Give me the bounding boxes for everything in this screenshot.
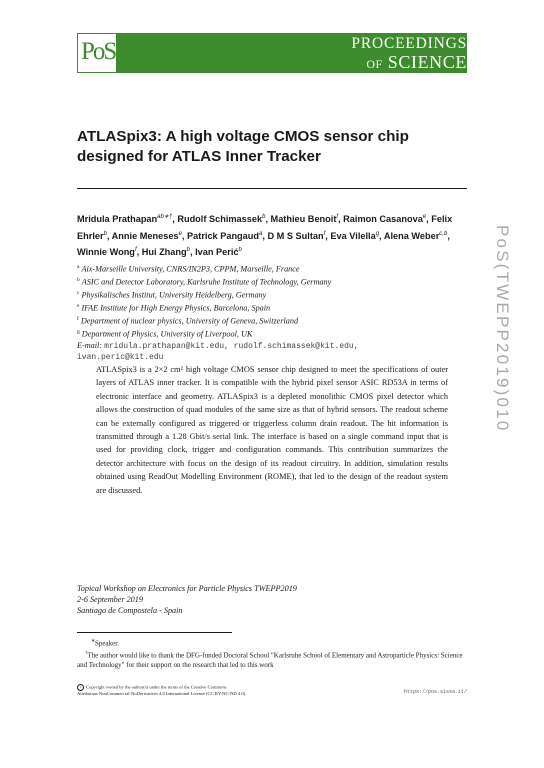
- author-separator: ,: [379, 230, 384, 241]
- author-separator: ,: [338, 214, 344, 225]
- title-line-1: ATLASpix3: A high voltage CMOS sensor chip: [77, 128, 409, 145]
- author-name: Winnie Wong: [77, 247, 135, 258]
- author-name: Raimon Casanova: [343, 214, 423, 225]
- author-affil-sup: b: [103, 230, 107, 237]
- footnote-rule: [77, 632, 232, 633]
- author: [77, 214, 177, 224]
- author-list: [77, 210, 472, 260]
- affiliation-text: Department of nuclear physics, University of Geneva, Switzerland: [80, 316, 299, 326]
- footnote-thanks: [77, 649, 469, 671]
- cc-icon: c: [77, 684, 84, 691]
- affiliation: [77, 275, 477, 288]
- author-separator: ,: [325, 230, 331, 241]
- author: [195, 247, 242, 257]
- author-note-marks: ∗†: [163, 214, 173, 220]
- author-separator: ,: [426, 214, 432, 225]
- abstract-text: ATLASpix3 is a 2×2 cm² high voltage CMOS sensor chip designed to meet the specifications of outer layers of ATLAS inner tracker. It is compatible with the hybrid pixel sensor ASIC RD53A in terms of electronic interface and geometry. ATLASpix3 is a depleted monolithic CMOS pixel detector which allows the construction of quad modules of the same size as that of hybrid sensors. The readout scheme can be externally configured as triggered or triggerless column drain readout. The hit information is transmitted through a 1.28 Gbit/s serial link. The interface is based on a single command input that is used for providing clock, trigger and configuration commands. This contribution summarizes the detector architecture with focus on the design of its readout circuitry. In addition, simulation results obtained using ReadOut Modelling Environment (ROME), that led to the design of the readout system are discussed.: [96, 365, 448, 495]
- author-name: Eva Vilella: [330, 230, 376, 241]
- author-affil-sup: f: [134, 247, 137, 254]
- author-separator: ,: [189, 247, 196, 258]
- author-separator: ,: [265, 214, 271, 225]
- email-line: [77, 340, 477, 352]
- banner-proceedings: PROCEEDINGS: [351, 35, 467, 52]
- banner-of-science: [366, 52, 467, 73]
- footnote-text-1: Speaker.: [95, 639, 119, 648]
- author-affil-sup: b: [238, 247, 242, 254]
- author-affil-sup: ab: [157, 214, 164, 220]
- author-affil-sup: b: [262, 214, 266, 220]
- affiliation-label: c: [77, 290, 80, 297]
- author-affil-sup: c,b: [439, 230, 448, 237]
- author: [187, 231, 267, 241]
- conference-name: Topical Workshop on Electronics for Particle Physics TWEPP2019: [77, 584, 297, 593]
- affiliation-text: Physikalisches Institut, University Heidelberg, Germany: [81, 290, 267, 300]
- paper-title: [77, 127, 467, 167]
- author-separator: ,: [262, 230, 268, 241]
- affiliation-label: g: [77, 329, 80, 336]
- author-name: Alena Weber: [383, 230, 440, 241]
- affiliation-text: Aix-Marseille University, CNRS/IN2P3, CPPM, Marseille, France: [81, 264, 300, 274]
- footnote-mark-1: ∗: [91, 639, 96, 644]
- affiliations: [77, 262, 477, 364]
- title-line-2: designed for ATLAS Inner Tracker: [77, 148, 321, 165]
- banner-science: SCIENCE: [387, 52, 467, 72]
- email-addresses-1[interactable]: mridula.prathapan@kit.edu, rudolf.schimassek@kit.edu,: [104, 342, 359, 352]
- footnote-speaker: [77, 637, 469, 649]
- author-name: Felix Ehrler: [77, 214, 453, 241]
- author-affil-sup: e: [178, 230, 182, 237]
- title-rule: [77, 188, 467, 189]
- author: [142, 247, 195, 257]
- copyright-line-2: Attribution-NonCommercial-NoDerivatives 4.0 International License (CC BY-NC-ND 4.0).: [77, 691, 247, 697]
- abstract: [96, 363, 448, 497]
- affiliation: [77, 262, 477, 275]
- author-separator: ,: [136, 247, 142, 258]
- affiliation-list: [77, 262, 477, 340]
- author: [77, 247, 142, 257]
- author: [271, 214, 344, 224]
- conference-info: [77, 583, 297, 617]
- author-affil-sup: f: [336, 214, 339, 220]
- footnotes: [77, 637, 469, 671]
- pos-url[interactable]: https://pos.sissa.it/: [403, 689, 467, 695]
- affiliation-label: f: [77, 316, 79, 323]
- pos-logo-text: PoS: [81, 38, 116, 65]
- author: [267, 231, 330, 241]
- email-addresses-2[interactable]: ivan.peric@kit.edu: [77, 353, 164, 363]
- email-label: E-mail:: [77, 341, 103, 351]
- author: [384, 231, 450, 241]
- conference-dates: 2-6 September 2019: [77, 595, 143, 605]
- author-affil-sup: a: [259, 230, 263, 237]
- banner-of: OF: [366, 57, 383, 71]
- author-name: Ivan Perić: [195, 247, 239, 258]
- affiliation: [77, 327, 477, 340]
- author-affil-sup: f: [323, 230, 326, 237]
- author-separator: ,: [181, 230, 188, 241]
- author: [343, 214, 431, 224]
- affiliation-text: ASIC and Detector Laboratory, Karlsruhe Institute of Technology, Germany: [81, 277, 332, 287]
- author: [330, 231, 383, 241]
- footnote-text-2: The author would like to thank the DFG-funded Doctoral School "Karlsruhe School of Elementary and Astroparticle Physics: Science and Technology" for their support on the research that led to this work: [77, 651, 463, 670]
- conference-location: Santiago de Compostela - Spain: [77, 606, 183, 616]
- author-name: Annie Meneses: [111, 230, 179, 241]
- author-affil-sup: g: [375, 230, 380, 237]
- author-separator: ,: [172, 214, 178, 225]
- pos-logo: [77, 33, 117, 73]
- author-name: Rudolf Schimassek: [177, 214, 263, 225]
- affiliation: [77, 288, 477, 301]
- affiliation: [77, 301, 477, 314]
- affiliation: [77, 314, 477, 327]
- copyright-line-1: Copyright owned by the author(s) under the terms of the Creative Commons: [86, 684, 227, 690]
- affiliation-label: b: [77, 277, 80, 284]
- affiliation-label: a: [77, 264, 80, 270]
- affiliation-text: Department of Physics, University of Liverpool, UK: [81, 329, 253, 339]
- footnote-mark-2: †: [85, 651, 88, 657]
- author-name: Mathieu Benoit: [270, 214, 337, 225]
- pos-side-stamp: PoS(TWEPP2019)010: [493, 225, 512, 433]
- author: [112, 231, 187, 241]
- author-separator: ,: [447, 230, 450, 241]
- author: [177, 214, 270, 224]
- author-affil-sup: e: [422, 214, 427, 220]
- affiliation-text: IFAE Institute for High Energy Physics, Barcelona, Spain: [81, 303, 271, 313]
- author-affil-sup: b: [186, 247, 190, 254]
- author-name: D M S Sultan: [267, 230, 324, 241]
- affiliation-label: e: [77, 303, 80, 310]
- copyright-notice: [77, 684, 327, 698]
- author-name: Hui Zhang: [141, 247, 187, 258]
- author-name: Patrick Pangaud: [187, 230, 260, 241]
- author-name: Mridula Prathapan: [77, 214, 158, 225]
- author-separator: ,: [106, 230, 112, 241]
